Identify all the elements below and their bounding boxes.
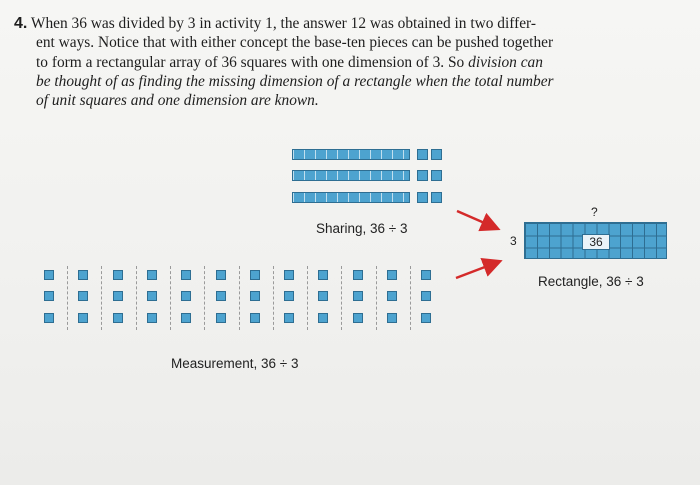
problem-italic-line-2: of unit squares and one dimension are known. [36, 92, 319, 110]
problem-line-2: ent ways. Notice that with either concept the base-ten pieces can be pushed together [36, 34, 554, 52]
problem-line-3: to form a rectangular array of 36 squares with one dimension of 3. So [36, 53, 465, 71]
rect-top-label: ? [591, 205, 598, 219]
arrow-measurement-to-rectangle [456, 262, 498, 278]
problem-line-1: When 36 was divided by 3 in activity 1, the answer 12 was obtained in two differ- [30, 15, 536, 32]
problem-italic-inline: division can [468, 53, 543, 71]
problem-italic-line-1: be thought of as finding the missing dimension of a rectangle when the total number [36, 72, 554, 90]
sharing-caption: Sharing, 36 ÷ 3 [316, 221, 408, 236]
measurement-caption: Measurement, 36 ÷ 3 [171, 356, 299, 371]
rect-side-label: 3 [510, 234, 517, 248]
rectangle-caption: Rectangle, 36 ÷ 3 [538, 274, 644, 289]
arrow-sharing-to-rectangle [457, 211, 496, 228]
rect-center-label: 36 [582, 234, 610, 250]
problem-number: 4. [14, 15, 28, 32]
